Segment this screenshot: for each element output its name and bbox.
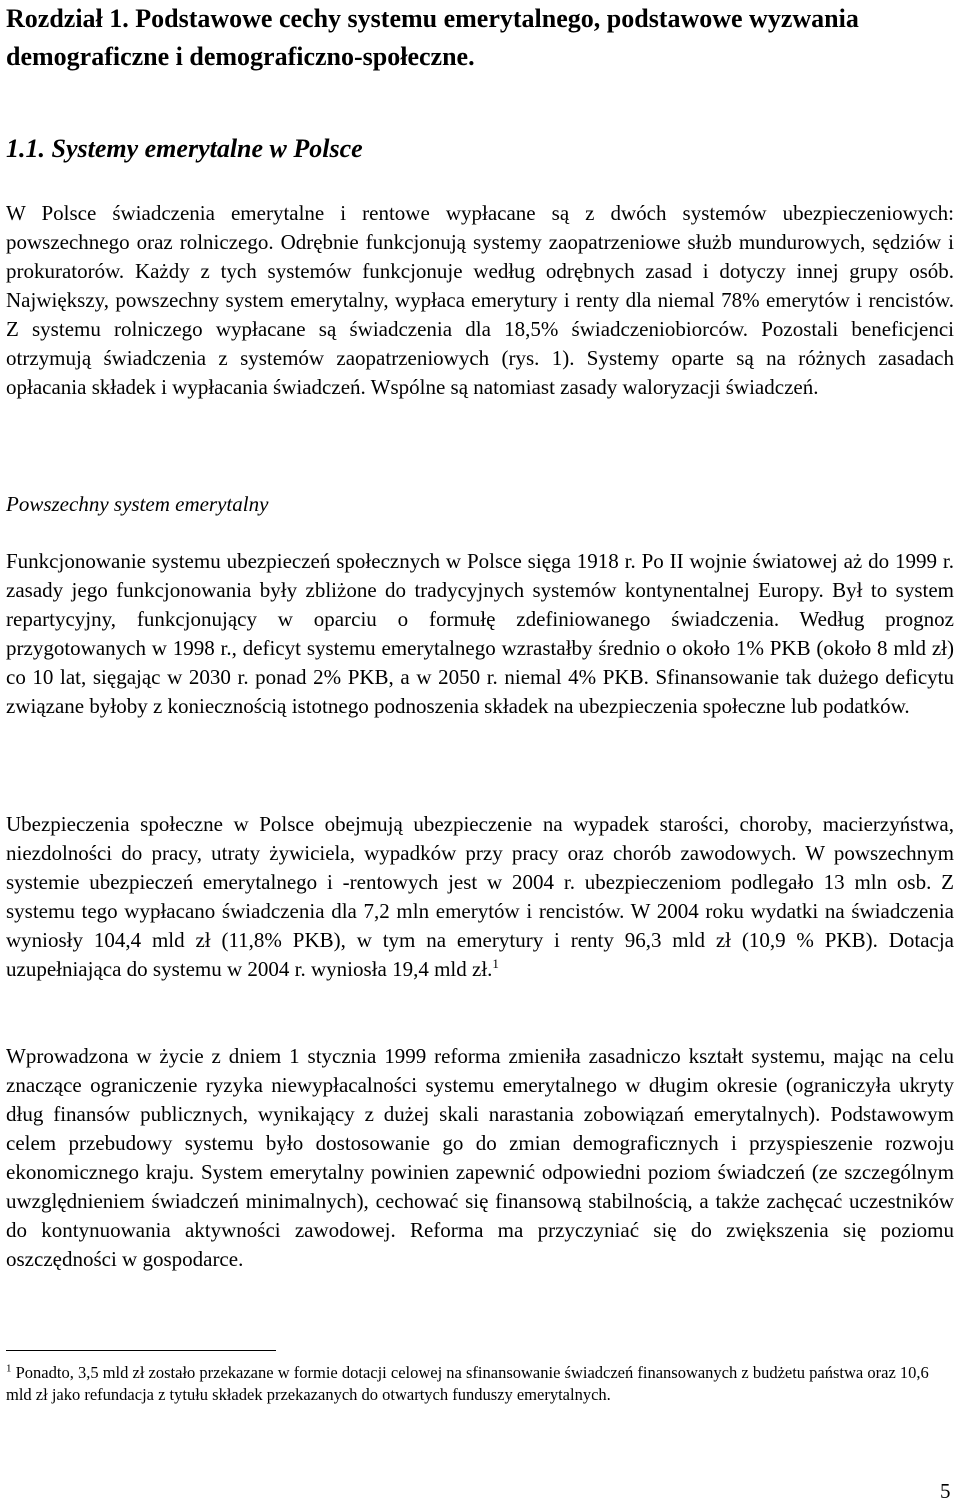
footnote-divider: [6, 1350, 276, 1351]
paragraph-3-text: Ubezpieczenia społeczne w Polsce obejmują ubezpieczenie na wypadek starości, choroby, macierzyństwa, niezdolności do pracy, utraty żywiciela, wypadków przy pracy oraz chorób zawodowych. W powszechnym systemie ubezpieczeń emerytalnego i -rentowych jest w 2004 r. ubezpieczeniom podlegało 13 mln osb. Z systemu tego wypłacano świadczenia dla 7,2 mln emerytów i rencistów. W 2004 roku wydatki na świadczenia wyniosły 104,4 mld zł (11,8% PKB), w tym na emerytury i renty 96,3 mld zł (10,9 % PKB). Dotacja uzupełniająca do systemu w 2004 r. wyniosła 19,4 mld zł.: [6, 812, 954, 981]
paragraph-4: Wprowadzona w życie z dniem 1 stycznia 1999 reforma zmieniła zasadniczo kształt systemu, mając na celu znaczące ograniczenie ryzyka niewypłacalności systemu emerytalnego w długim okresie (ograniczyła ukryty dług finansów publicznych, wynikający z dużej skali narastania zobowiązań emerytalnych). Podstawowym celem przebudowy systemu było dostosowanie go do zmian demograficznych i przyspieszenie rozwoju ekonomicznego kraju. System emerytalny powinien zapewnić odpowiedni poziom świadczeń (ze szczególnym uwzględnieniem świadczeń minimalnych), cechować się finansową stabilnością, a także zachęcać uczestników do kontynuowania aktywności zawodowej. Reforma ma przyczyniać się do zwiększenia się poziomu oszczędności w gospodarce.: [6, 1044, 954, 1271]
chapter-title: Rozdział 1. Podstawowe cechy systemu emerytalnego, podstawowe wyzwania demograficzne i demograficzno-społeczne.: [6, 4, 859, 71]
section-title: 1.1. Systemy emerytalne w Polsce: [6, 134, 363, 163]
paragraph-1: W Polsce świadczenia emerytalne i rentowe wypłacane są z dwóch systemów ubezpieczeniowych: powszechnego oraz rolniczego. Odrębnie funkcjonują systemy zaopatrzeniowe służb mundurowych, sędziów i prokuratorów. Każdy z tych systemów funkcjonuje według odrębnych zasad i dotyczy innej grupy osób. Największy, powszechny system emerytalny, wypłaca emerytury i renty dla niemal 78% emerytów i rencistów. Z systemu rolniczego wypłacane są świadczenia dla 18,5% świadczeniobiorców. Pozostali beneficjenci otrzymują świadczenia z systemów zaopatrzeniowych (rys. 1). Systemy oparte są na różnych zasadach opłacania składek i wypłacania świadczeń. Wspólne są natomiast zasady waloryzacji świadczeń.: [6, 201, 954, 399]
subheading: Powszechny system emerytalny: [6, 492, 269, 516]
footnote: [6, 1362, 954, 1406]
paragraph-3: [6, 810, 954, 984]
paragraph-2: Funkcjonowanie systemu ubezpieczeń społecznych w Polsce sięga 1918 r. Po II wojnie światowej aż do 1999 r. zasady jego funkcjonowania były zbliżone do tradycyjnych systemów kontynentalnej Europy. Był to system repartycyjny, funkcjonujący w oparciu o formułę zdefiniowanego świadczenia. Według prognoz przygotowanych w 1998 r., deficyt systemu emerytalnego wzrastałby średnio o około 1% PKB (około 8 mld zł) co 10 lat, sięgając w 2030 r. ponad 2% PKB, a w 2050 r. niemal 4% PKB. Sfinansowanie tak dużego deficytu związane byłoby z koniecznością istotnego podnoszenia składek na ubezpieczenia społeczne lub podatków.: [6, 549, 954, 718]
footnote-text: Ponadto, 3,5 mld zł zostało przekazane w formie dotacji celowej na sfinansowanie świadczeń finansowanych z budżetu państwa oraz 10,6 mld zł jako refundacja z tytułu składek przekazanych do otwartych funduszy emerytalnych.: [6, 1363, 929, 1404]
page-number: 5: [940, 1479, 951, 1503]
footnote-reference: 1: [492, 956, 499, 971]
footnote-number: 1: [6, 1362, 12, 1375]
